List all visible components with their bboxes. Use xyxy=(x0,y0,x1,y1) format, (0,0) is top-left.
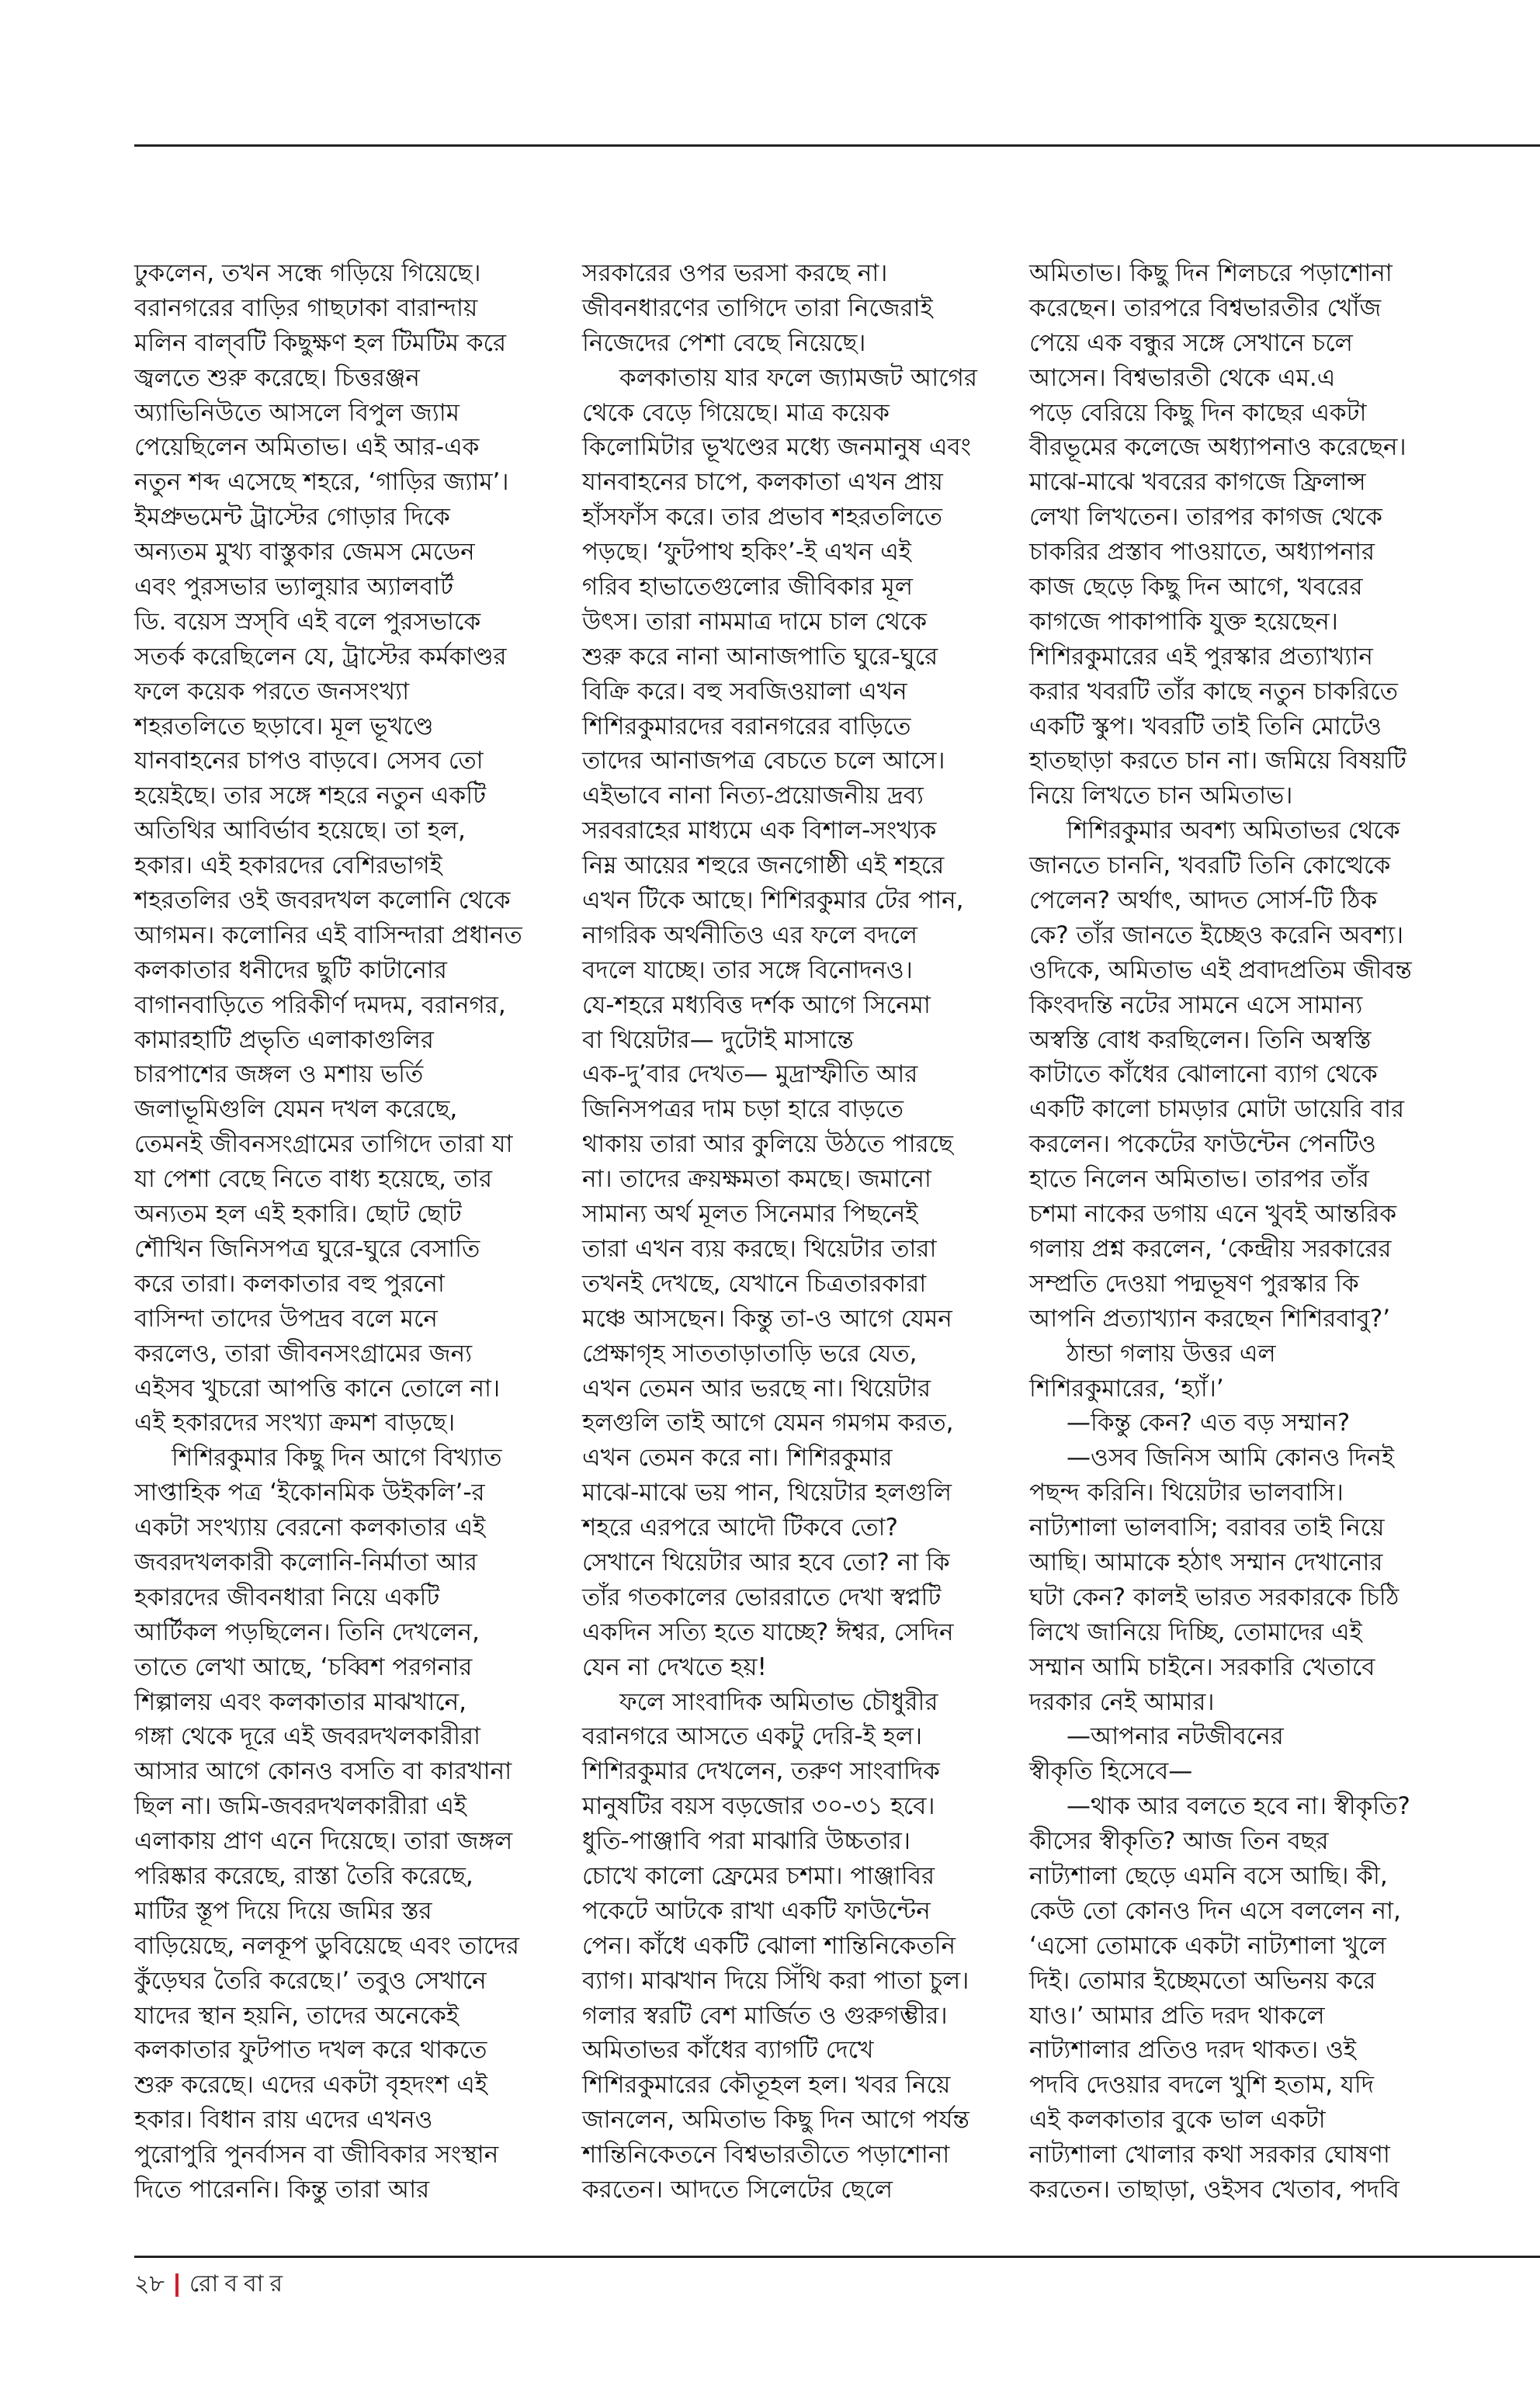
text-line: সম্প্রতি দেওয়া পদ্মভূষণ পুরস্কার কি xyxy=(1029,1269,1359,1298)
page-footer xyxy=(134,2265,289,2305)
text-line: কে? তাঁর জানতে ইচ্ছেও করেনি অবশ্য। xyxy=(1029,921,1404,949)
text-line: কীসের স্বীকৃতি? আজ তিন বছর xyxy=(1029,1827,1329,1856)
text-line: নাট্যশালা খোলার কথা সরকার ঘোষণা xyxy=(1029,2141,1390,2169)
text-line: নিম্ন আয়ের শহুরে জনগোষ্ঠী এই শহরে xyxy=(582,851,945,880)
text-line: ধুতি-পাঞ্জাবি পরা মাঝারি উচ্চতার। xyxy=(582,1827,910,1856)
text-line: শিশিরকুমার দেখলেন, তরুণ সাংবাদিক xyxy=(582,1757,940,1786)
text-line: পড়ে বেরিয়ে কিছু দিন কাছের একটা xyxy=(1029,398,1367,427)
text-line: এখন টিকে আছে। শিশিরকুমার টের পান, xyxy=(582,886,964,915)
text-line: এইসব খুচরো আপত্তি কানে তোলে না। xyxy=(134,1374,501,1403)
text-line: সাপ্তাহিক পত্র ‘ইকোনমিক উইকলি’-র xyxy=(134,1479,485,1507)
text-line: দিই। তোমার ইচ্ছেমতো অভিনয় করে xyxy=(1029,1966,1376,1995)
text-line: বাগানবাড়িতে পরিকীর্ণ দমদম, বরানগর, xyxy=(134,990,506,1019)
text-line: যা পেশা বেছে নিতে বাধ্য হয়েছে, তার xyxy=(134,1165,493,1194)
text-line: জিনিসপত্রর দাম চড়া হারে বাড়তে xyxy=(582,1095,904,1124)
text-line: পেয়ে এক বন্ধুর সঙ্গে সেখানে চলে xyxy=(1029,328,1353,357)
text-line: করতেন। আদতে সিলেটের ছেলে xyxy=(582,2175,893,2204)
text-line: ইমপ্রুভমেন্ট ট্রাস্টের গোড়ার দিকে xyxy=(134,503,450,532)
text-line: মঞ্চে আসছেন। কিন্তু তা-ও আগে যেমন xyxy=(582,1304,952,1333)
text-line: পরিষ্কার করেছে, রাস্তা তৈরি করেছে, xyxy=(134,1861,473,1890)
text-line: ডি. বয়েস স্রস্‌বি এই বলে পুরসভাকে xyxy=(134,607,481,636)
text-line: আছি। আমাকে হঠাৎ সম্মান দেখানোর xyxy=(1029,1548,1383,1576)
text-line: গলার স্বরটি বেশ মার্জিত ও গুরুগম্ভীর। xyxy=(582,2001,948,2030)
text-line: থেকে বেড়ে গিয়েছে। মাত্র কয়েক xyxy=(582,398,890,427)
text-line: যেন না দেখতে হয়! xyxy=(582,1653,767,1681)
text-line: আসার আগে কোনও বসতি বা কারখানা xyxy=(134,1757,512,1786)
text-line: সম্মান আমি চাইনে। সরকারি খেতাবে xyxy=(1029,1653,1375,1681)
text-line: দিতে পারেননি। কিন্তু তারা আর xyxy=(134,2175,430,2204)
text-line: শুরু করেছে। এদের একটা বৃহদংশ এই xyxy=(134,2071,488,2100)
text-line: ফলে কয়েক পরতে জনসংখ্যা xyxy=(134,677,410,706)
text-line: বদলে যাচ্ছে। তার সঙ্গে বিনোদনও। xyxy=(582,955,913,984)
text-line: নাট্যশালা ভালবাসি; বরাবর তাই নিয়ে xyxy=(1029,1514,1385,1542)
text-line: মাঝে-মাঝে খবরের কাগজে ফ্রিলান্স xyxy=(1029,468,1366,497)
text-line: চাকরির প্রস্তাব পাওয়াতে, অধ্যাপনার xyxy=(1029,538,1375,567)
text-line: করেছেন। তারপরে বিশ্বভারতীর খোঁজ xyxy=(1029,293,1382,322)
text-line: বাসিন্দা তাদের উপদ্রব বলে মনে xyxy=(134,1304,438,1333)
text-line: পেলেন? অর্থাৎ, আদত সোর্স-টি ঠিক xyxy=(1029,886,1378,915)
text-line: এখন তেমন করে না। শিশিরকুমার xyxy=(582,1444,893,1472)
text-line: হকারদের জীবনধারা নিয়ে একটি xyxy=(134,1583,440,1611)
text-line: উৎস। তারা নামমাত্র দামে চাল থেকে xyxy=(582,607,928,636)
article-column-1 xyxy=(134,256,553,2207)
text-line: কাটাতে কাঁধের ঝোলানো ব্যাগ থেকে xyxy=(1029,1060,1378,1089)
text-line: বিক্রি করে। বহু সবজিওয়ালা এখন xyxy=(582,677,907,706)
text-line: —আপনার নটজীবনের xyxy=(1067,1722,1284,1751)
text-line: মাটির স্তূপ দিয়ে দিয়ে জমির স্তর xyxy=(134,1896,432,1925)
text-line: নাট্যশালা ছেড়ে এমনি বসে আছি। কী, xyxy=(1029,1861,1388,1890)
text-line: অ্যাভিনিউতে আসলে বিপুল জ্যাম xyxy=(134,398,460,427)
text-line: করলেন। পকেটের ফাউন্টেন পেনটিও xyxy=(1029,1130,1376,1159)
text-line: শহরতলিতে ছড়াবে। মূল ভূখণ্ডে xyxy=(134,712,434,740)
text-line: শহরে এরপরে আদৌ টিকবে তো? xyxy=(582,1514,898,1542)
text-line: একদিন সত্যি হতে যাচ্ছে? ঈশ্বর, সেদিন xyxy=(582,1618,954,1646)
text-line: স্বীকৃতি হিসেবে— xyxy=(1029,1757,1193,1786)
text-line: হাতে নিলেন অমিতাভ। তারপর তাঁর xyxy=(1029,1165,1369,1194)
text-line: অন্যতম মুখ্য বাস্তুকার জেমস মেডেন xyxy=(134,538,475,567)
article-column-3 xyxy=(1029,256,1448,2207)
text-line: হয়েইছে। তার সঙ্গে শহরে নতুন একটি xyxy=(134,782,486,810)
text-line: তাঁর গতকালের ভোররাতে দেখা স্বপ্নটি xyxy=(582,1583,942,1611)
text-line: প্রেক্ষাগৃহ সাততাড়াতাড়ি ভরে যেত, xyxy=(582,1339,917,1368)
text-line: জানতে চাননি, খবরটি তিনি কোত্থেকে xyxy=(1029,851,1391,880)
footer-rule xyxy=(134,2256,1540,2258)
text-line: আসেন। বিশ্বভারতী থেকে এম.এ xyxy=(1029,363,1336,392)
text-line: ‘এসো তোমাকে একটা নাট্যশালা খুলে xyxy=(1029,1931,1386,1960)
text-line: সতর্ক করেছিলেন যে, ট্রাস্টের কর্মকাণ্ডর xyxy=(134,642,507,671)
text-line: করার খবরটি তাঁর কাছে নতুন চাকরিতে xyxy=(1029,677,1399,706)
text-line: কলকাতার ফুটপাত দখল করে থাকতে xyxy=(134,2036,487,2065)
text-line: কেউ তো কোনও দিন এসে বললেন না, xyxy=(1029,1896,1401,1925)
text-line: কিলোমিটার ভূখণ্ডের মধ্যে জনমানুষ এবং xyxy=(582,433,972,462)
text-line: পেন। কাঁধে একটি ঝোলা শান্তিনিকেতনি xyxy=(582,1931,956,1960)
text-line: বীরভূমের কলেজে অধ্যাপনাও করেছেন। xyxy=(1029,433,1406,462)
text-line: এক-দু’বার দেখত— মুদ্রাস্ফীতি আর xyxy=(582,1060,918,1089)
text-line: শিশিরকুমারের এই পুরস্কার প্রত্যাখ্যান xyxy=(1029,642,1373,671)
text-line: শৌখিন জিনিসপত্র ঘুরে-ঘুরে বেসাতি xyxy=(134,1234,480,1263)
text-line: ওদিকে, অমিতাভ এই প্রবাদপ্রতিম জীবন্ত xyxy=(1029,955,1412,984)
text-line: মানুষটির বয়স বড়জোর ৩০-৩১ হবে। xyxy=(582,1792,935,1821)
text-line: ঢুকলেন, তখন সন্ধে গড়িয়ে গিয়েছে। xyxy=(134,259,481,287)
text-line: বরানগরের বাড়ির গাছঢাকা বারান্দায় xyxy=(134,293,478,322)
text-line: এবং পুরসভার ভ্যালুয়ার অ্যালবার্ট xyxy=(134,573,453,602)
page-number: ২৮ xyxy=(134,2270,165,2298)
text-line: ব্যাগ। মাঝখান দিয়ে সিঁথি করা পাতা চুল। xyxy=(582,1966,969,1995)
text-line: চোখে কালো ফ্রেমের চশমা। পাঞ্জাবির xyxy=(582,1861,935,1890)
text-line: অস্বস্তি বোধ করছিলেন। তিনি অস্বস্তি xyxy=(1029,1025,1372,1054)
text-line: এই হকারদের সংখ্যা ক্রমশ বাড়ছে। xyxy=(134,1409,456,1438)
text-line: লিখে জানিয়ে দিচ্ছি, তোমাদের এই xyxy=(1029,1618,1362,1646)
text-line: কুঁড়েঘর তৈরি করেছে।’ তবুও সেখানে xyxy=(134,1966,487,1995)
text-line: হাঁসফাঁস করে। তার প্রভাব শহরতলিতে xyxy=(582,503,942,532)
text-line: না। তাদের ক্রয়ক্ষমতা কমছে। জমানো xyxy=(582,1165,931,1194)
text-line: অন্যতম হল এই হকারি। ছোট ছোট xyxy=(134,1200,462,1229)
text-line: এই কলকাতার বুকে ভাল একটা xyxy=(1029,2106,1326,2135)
text-line: একটা সংখ্যায় বেরনো কলকাতার এই xyxy=(134,1514,486,1542)
header-rule xyxy=(134,144,1540,147)
text-line: যানবাহনের চাপও বাড়বে। সেসব তো xyxy=(134,747,484,775)
text-line: একটি কালো চামড়ার মোটা ডায়েরি বার xyxy=(1029,1095,1405,1124)
text-line: চশমা নাকের ডগায় এনে খুবই আন্তরিক xyxy=(1029,1200,1397,1229)
text-line: পুরোপুরি পুনর্বাসন বা জীবিকার সংস্থান xyxy=(134,2141,499,2169)
text-line: আর্টিকল পড়ছিলেন। তিনি দেখলেন, xyxy=(134,1618,480,1646)
text-line: চারপাশের জঙ্গল ও মশায় ভর্তি xyxy=(134,1060,424,1089)
text-line: অমিতাভর কাঁধের ব্যাগটি দেখে xyxy=(582,2036,874,2065)
text-line: শুরু করে নানা আনাজপাতি ঘুরে-ঘুরে xyxy=(582,642,938,671)
text-line: হকার। বিধান রায় এদের এখনও xyxy=(134,2106,433,2135)
text-line: যাও।’ আমার প্রতি দরদ থাকলে xyxy=(1029,2001,1325,2030)
text-line: ছিল না। জমি-জবরদখলকারীরা এই xyxy=(134,1792,467,1821)
text-line: কলকাতার ধনীদের ছুটি কাটানোর xyxy=(134,955,447,984)
text-line: জবরদখলকারী কলোনি-নির্মাতা আর xyxy=(134,1548,477,1576)
text-line: কিংবদন্তি নটের সামনে এসে সামান্য xyxy=(1029,990,1363,1019)
text-line: পকেটে আটকে রাখা একটি ফাউন্টেন xyxy=(582,1896,931,1925)
text-line: নাট্যশালার প্রতিও দরদ থাকত। ওই xyxy=(1029,2036,1357,2065)
text-line: পছন্দ করিনি। থিয়েটার ভালবাসি। xyxy=(1029,1479,1344,1507)
text-line: কলকাতায় যার ফলে জ্যামজট আগের xyxy=(619,363,978,392)
text-line: —থাক আর বলতে হবে না। স্বীকৃতি? xyxy=(1067,1792,1410,1821)
text-line: সামান্য অর্থ মূলত সিনেমার পিছনেই xyxy=(582,1200,918,1229)
text-line: যে-শহরে মধ্যবিত্ত দর্শক আগে সিনেমা xyxy=(582,990,931,1019)
text-line: জানলেন, অমিতাভ কিছু দিন আগে পর্যন্ত xyxy=(582,2106,969,2135)
text-line: একটি স্কুপ। খবরটি তাই তিনি মোটেও xyxy=(1029,712,1382,740)
text-line: নাগরিক অর্থনীতিও এর ফলে বদলে xyxy=(582,921,918,949)
text-line: হাতছাড়া করতে চান না। জমিয়ে বিষয়টি xyxy=(1029,747,1406,775)
text-line: কাজ ছেড়ে কিছু দিন আগে, খবরের xyxy=(1029,573,1363,602)
text-line: নিজেদের পেশা বেছে নিয়েছে। xyxy=(582,328,866,357)
text-line: অতিথির আবির্ভাব হয়েছে। তা হল, xyxy=(134,817,466,845)
text-line: করলেও, তারা জীবনসংগ্রামের জন্য xyxy=(134,1339,473,1368)
text-line: শিশিরকুমার কিছু দিন আগে বিখ্যাত xyxy=(172,1444,502,1472)
text-line: আপনি প্রত্যাখ্যান করছেন শিশিরবাবু?’ xyxy=(1029,1304,1391,1333)
text-line: শিশিরকুমারদের বরানগরের বাড়িতে xyxy=(582,712,911,740)
text-line: বাড়িয়েছে, নলকূপ ডুবিয়েছে এবং তাদের xyxy=(134,1931,519,1960)
text-line: শিশিরকুমারের, ‘হ্যাঁ।’ xyxy=(1029,1374,1224,1403)
text-line: বা থিয়েটার— দুটোই মাসান্তে xyxy=(582,1025,854,1054)
text-line: যাদের স্থান হয়নি, তাদের অনেকেই xyxy=(134,2001,459,2030)
text-line: গঙ্গা থেকে দূরে এই জবরদখলকারীরা xyxy=(134,1722,481,1751)
text-line: তখনই দেখছে, যেখানে চিত্রতারকারা xyxy=(582,1269,927,1298)
text-line: —ওসব জিনিস আমি কোনও দিনই xyxy=(1067,1444,1395,1472)
text-line: শিশিরকুমার অবশ্য অমিতাভর থেকে xyxy=(1067,817,1400,845)
text-line: করে তারা। কলকাতার বহু পুরনো xyxy=(134,1269,445,1298)
text-line: সরবরাহের মাধ্যমে এক বিশাল-সংখ্যক xyxy=(582,817,937,845)
text-line: ঠান্ডা গলায় উত্তর এল xyxy=(1067,1339,1276,1368)
text-line: —কিন্তু কেন? এত বড় সম্মান? xyxy=(1067,1409,1351,1438)
text-line: যানবাহনের চাপে, কলকাতা এখন প্রায় xyxy=(582,468,943,497)
text-line: হকার। এই হকারদের বেশিরভাগই xyxy=(134,851,442,880)
text-line: তেমনই জীবনসংগ্রামের তাগিদে তারা যা xyxy=(134,1130,513,1159)
text-line: হলগুলি তাই আগে যেমন গমগম করত, xyxy=(582,1409,954,1438)
text-line: শিল্পালয় এবং কলকাতার মাঝখানে, xyxy=(134,1687,467,1716)
text-line: শিশিরকুমারের কৌতূহল হল। খবর নিয়ে xyxy=(582,2071,951,2100)
text-line: এলাকায় প্রাণ এনে দিয়েছে। তারা জঙ্গল xyxy=(134,1827,513,1856)
text-line: শান্তিনিকেতনে বিশ্বভারতীতে পড়াশোনা xyxy=(582,2141,950,2169)
text-line: তারা এখন ব্যয় করছে। থিয়েটার তারা xyxy=(582,1234,937,1263)
text-line: সেখানে থিয়েটার আর হবে তো? না কি xyxy=(582,1548,950,1576)
text-line: তাতে লেখা আছে, ‘চব্বিশ পরগনার xyxy=(134,1653,473,1681)
text-line: শহরতলির ওই জবরদখল কলোনি থেকে xyxy=(134,886,511,915)
text-line: গলায় প্রশ্ন করলেন, ‘কেন্দ্রীয় সরকারের xyxy=(1029,1234,1392,1263)
footer-separator xyxy=(175,2273,179,2297)
text-line: আগমন। কলোনির এই বাসিন্দারা প্রধানত xyxy=(134,921,522,949)
text-line: মাঝে-মাঝে ভয় পান, থিয়েটার হলগুলি xyxy=(582,1479,952,1507)
text-line: অমিতাভ। কিছু দিন শিলচরে পড়াশোনা xyxy=(1029,259,1393,287)
article-column-2 xyxy=(582,256,1001,2207)
text-line: পদবি দেওয়ার বদলে খুশি হতাম, যদি xyxy=(1029,2071,1374,2100)
text-line: মলিন বাল্‌বটি কিছুক্ষণ হল টিমটিম করে xyxy=(134,328,507,357)
text-line: গরিব হাভাতেগুলোর জীবিকার মূল xyxy=(582,573,913,602)
text-line: থাকায় তারা আর কুলিয়ে উঠতে পারছে xyxy=(582,1130,953,1159)
text-line: পড়ছে। ‘ফুটপাথ হকিং’-ই এখন এই xyxy=(582,538,911,567)
text-line: নিয়ে লিখতে চান অমিতাভ। xyxy=(1029,782,1293,810)
text-line: জ্বলতে শুরু করেছে। চিত্তরঞ্জন xyxy=(134,363,420,392)
text-line: লেখা লিখতেন। তারপর কাগজ থেকে xyxy=(1029,503,1382,532)
text-line: নতুন শব্দ এসেছে শহরে, ‘গাড়ির জ্যাম’। xyxy=(134,468,509,497)
text-line: জলাভূমিগুলি যেমন দখল করেছে, xyxy=(134,1095,458,1124)
text-line: কামারহাটি প্রভৃতি এলাকাগুলির xyxy=(134,1025,434,1054)
text-line: বরানগরে আসতে একটু দেরি-ই হল। xyxy=(582,1722,923,1751)
text-line: এখন তেমন আর ভরছে না। থিয়েটার xyxy=(582,1374,931,1403)
text-line: দরকার নেই আমার। xyxy=(1029,1687,1215,1716)
text-line: কাগজে পাকাপাকি যুক্ত হয়েছেন। xyxy=(1029,607,1338,636)
text-line: ফলে সাংবাদিক অমিতাভ চৌধুরীর xyxy=(619,1687,938,1716)
text-line: এইভাবে নানা নিত্য-প্রয়োজনীয় দ্রব্য xyxy=(582,782,924,810)
text-line: ঘটা কেন? কালই ভারত সরকারকে চিঠি xyxy=(1029,1583,1400,1611)
text-line: সরকারের ওপর ভরসা করছে না। xyxy=(582,259,888,287)
text-line: জীবনধারণের তাগিদে তারা নিজেরাই xyxy=(582,293,933,322)
text-line: করতেন। তাছাড়া, ওইসব খেতাব, পদবি xyxy=(1029,2175,1400,2204)
magazine-name: রোববার xyxy=(189,2270,289,2298)
text-line: পেয়েছিলেন অমিতাভ। এই আর-এক xyxy=(134,433,480,462)
text-line: তাদের আনাজপত্র বেচতে চলে আসে। xyxy=(582,747,945,775)
